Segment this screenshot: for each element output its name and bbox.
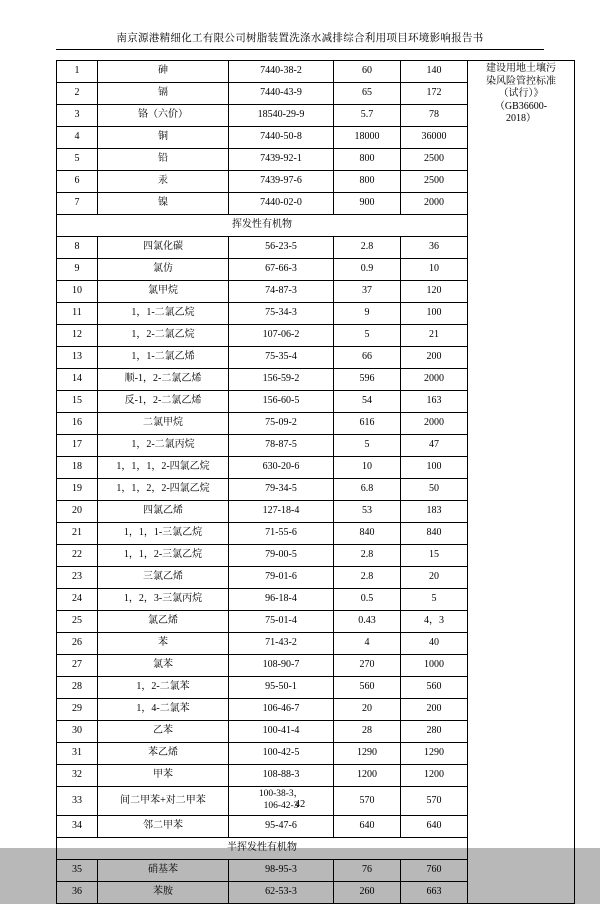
cell-value-first: 260 bbox=[334, 881, 401, 903]
cell-value-first: 54 bbox=[334, 391, 401, 413]
cell-name: 氯乙烯 bbox=[98, 611, 229, 633]
cell-index: 2 bbox=[57, 83, 98, 105]
cell-value-second: 1200 bbox=[401, 765, 468, 787]
cell-index: 28 bbox=[57, 677, 98, 699]
cell-value-first: 2.8 bbox=[334, 545, 401, 567]
group-label: 半挥发性有机物 bbox=[57, 837, 468, 859]
cell-cas: 108-88-3 bbox=[229, 765, 334, 787]
cell-value-second: 10 bbox=[401, 259, 468, 281]
cell-name: 氯甲烷 bbox=[98, 281, 229, 303]
cell-cas: 630-20-6 bbox=[229, 457, 334, 479]
cell-name: 顺-1，2-二氯乙烯 bbox=[98, 369, 229, 391]
cell-name: 1，1，2-三氯乙烷 bbox=[98, 545, 229, 567]
cell-value-first: 66 bbox=[334, 347, 401, 369]
cell-value-second: 640 bbox=[401, 815, 468, 837]
cell-value-second: 100 bbox=[401, 457, 468, 479]
cell-value-second: 163 bbox=[401, 391, 468, 413]
cell-cas: 156-60-5 bbox=[229, 391, 334, 413]
cell-value-first: 560 bbox=[334, 677, 401, 699]
cell-index: 8 bbox=[57, 237, 98, 259]
cell-value-first: 616 bbox=[334, 413, 401, 435]
cell-value-first: 6.8 bbox=[334, 479, 401, 501]
cell-name: 邻二甲苯 bbox=[98, 815, 229, 837]
cell-cas: 7440-50-8 bbox=[229, 127, 334, 149]
cell-index: 30 bbox=[57, 721, 98, 743]
cell-value-second: 36 bbox=[401, 237, 468, 259]
cell-name: 硝基苯 bbox=[98, 859, 229, 881]
cell-index: 18 bbox=[57, 457, 98, 479]
cell-name: 反-1，2-二氯乙烯 bbox=[98, 391, 229, 413]
cell-index: 27 bbox=[57, 655, 98, 677]
cell-value-second: 560 bbox=[401, 677, 468, 699]
cell-cas: 56-23-5 bbox=[229, 237, 334, 259]
cell-value-second: 1290 bbox=[401, 743, 468, 765]
cell-value-first: 9 bbox=[334, 303, 401, 325]
cell-value-second: 4，3 bbox=[401, 611, 468, 633]
cell-value-second: 2000 bbox=[401, 193, 468, 215]
cell-name: 1，1，1-三氯乙烷 bbox=[98, 523, 229, 545]
cell-cas: 18540-29-9 bbox=[229, 105, 334, 127]
cell-cas: 100-38-3， 106-42-3 bbox=[229, 787, 334, 816]
cell-cas: 71-55-6 bbox=[229, 523, 334, 545]
cell-index: 13 bbox=[57, 347, 98, 369]
cell-value-second: 120 bbox=[401, 281, 468, 303]
cell-value-second: 15 bbox=[401, 545, 468, 567]
standard-reference-text: 建设用地土壤污 染风险管控标准 （试行）》 （GB36600- 2018） bbox=[486, 63, 556, 124]
cell-index: 24 bbox=[57, 589, 98, 611]
pollutant-limits-table bbox=[56, 60, 575, 904]
cell-value-first: 60 bbox=[334, 61, 401, 83]
cell-value-second: 50 bbox=[401, 479, 468, 501]
cell-value-second: 280 bbox=[401, 721, 468, 743]
cell-name: 二氯甲烷 bbox=[98, 413, 229, 435]
cell-cas: 7440-38-2 bbox=[229, 61, 334, 83]
cell-name: 1，1-二氯乙烷 bbox=[98, 303, 229, 325]
cell-value-first: 65 bbox=[334, 83, 401, 105]
cell-value-first: 5 bbox=[334, 325, 401, 347]
cell-name: 镉 bbox=[98, 83, 229, 105]
cell-cas: 106-46-7 bbox=[229, 699, 334, 721]
cell-name: 氯苯 bbox=[98, 655, 229, 677]
cell-name: 1，1，2，2-四氯乙烷 bbox=[98, 479, 229, 501]
cell-cas: 7440-02-0 bbox=[229, 193, 334, 215]
cell-index: 23 bbox=[57, 567, 98, 589]
cell-value-second: 172 bbox=[401, 83, 468, 105]
cell-value-first: 640 bbox=[334, 815, 401, 837]
cell-value-first: 2.8 bbox=[334, 567, 401, 589]
cell-name: 铜 bbox=[98, 127, 229, 149]
cell-value-second: 140 bbox=[401, 61, 468, 83]
standard-reference-cell bbox=[468, 61, 575, 904]
cell-index: 32 bbox=[57, 765, 98, 787]
cell-index: 16 bbox=[57, 413, 98, 435]
cell-value-first: 1200 bbox=[334, 765, 401, 787]
table-body bbox=[57, 61, 575, 904]
cell-index: 14 bbox=[57, 369, 98, 391]
cell-name: 1，2-二氯苯 bbox=[98, 677, 229, 699]
cell-value-second: 78 bbox=[401, 105, 468, 127]
cell-name: 1，2-二氯乙烷 bbox=[98, 325, 229, 347]
cell-cas: 7439-92-1 bbox=[229, 149, 334, 171]
cell-value-second: 2000 bbox=[401, 369, 468, 391]
cell-value-first: 0.5 bbox=[334, 589, 401, 611]
cell-name: 四氯化碳 bbox=[98, 237, 229, 259]
cell-cas: 96-18-4 bbox=[229, 589, 334, 611]
cell-index: 25 bbox=[57, 611, 98, 633]
cell-value-first: 800 bbox=[334, 171, 401, 193]
cell-value-second: 36000 bbox=[401, 127, 468, 149]
cell-cas: 107-06-2 bbox=[229, 325, 334, 347]
cell-name: 三氯乙烯 bbox=[98, 567, 229, 589]
page-content bbox=[56, 30, 556, 904]
cell-index: 11 bbox=[57, 303, 98, 325]
cell-index: 21 bbox=[57, 523, 98, 545]
cell-index: 34 bbox=[57, 815, 98, 837]
cell-name: 苯 bbox=[98, 633, 229, 655]
cell-value-first: 800 bbox=[334, 149, 401, 171]
cell-value-first: 596 bbox=[334, 369, 401, 391]
cell-cas: 67-66-3 bbox=[229, 259, 334, 281]
cell-cas: 95-47-6 bbox=[229, 815, 334, 837]
cell-value-second: 200 bbox=[401, 699, 468, 721]
cell-index: 6 bbox=[57, 171, 98, 193]
cell-cas: 127-18-4 bbox=[229, 501, 334, 523]
cell-cas: 7440-43-9 bbox=[229, 83, 334, 105]
cell-value-second: 100 bbox=[401, 303, 468, 325]
cell-value-second: 5 bbox=[401, 589, 468, 611]
cell-name: 甲苯 bbox=[98, 765, 229, 787]
cell-cas: 74-87-3 bbox=[229, 281, 334, 303]
cell-index: 15 bbox=[57, 391, 98, 413]
cell-index: 12 bbox=[57, 325, 98, 347]
cell-value-second: 2500 bbox=[401, 171, 468, 193]
cell-index: 5 bbox=[57, 149, 98, 171]
cell-value-first: 840 bbox=[334, 523, 401, 545]
cell-value-first: 28 bbox=[334, 721, 401, 743]
cell-index: 29 bbox=[57, 699, 98, 721]
cell-value-second: 2000 bbox=[401, 413, 468, 435]
cell-name: 1，2-二氯丙烷 bbox=[98, 435, 229, 457]
cell-value-first: 270 bbox=[334, 655, 401, 677]
cell-value-second: 840 bbox=[401, 523, 468, 545]
cell-name: 1，2，3-三氯丙烷 bbox=[98, 589, 229, 611]
cell-name: 间二甲苯+对二甲苯 bbox=[98, 787, 229, 816]
cell-index: 3 bbox=[57, 105, 98, 127]
cell-value-second: 47 bbox=[401, 435, 468, 457]
cell-cas: 75-34-3 bbox=[229, 303, 334, 325]
cell-name: 苯胺 bbox=[98, 881, 229, 903]
cell-value-first: 2.8 bbox=[334, 237, 401, 259]
cell-index: 20 bbox=[57, 501, 98, 523]
cell-cas: 75-01-4 bbox=[229, 611, 334, 633]
cell-value-first: 76 bbox=[334, 859, 401, 881]
cell-name: 镍 bbox=[98, 193, 229, 215]
cell-cas: 98-95-3 bbox=[229, 859, 334, 881]
cell-value-first: 18000 bbox=[334, 127, 401, 149]
cell-index: 31 bbox=[57, 743, 98, 765]
cell-cas: 95-50-1 bbox=[229, 677, 334, 699]
cell-value-second: 1000 bbox=[401, 655, 468, 677]
cell-name: 氯仿 bbox=[98, 259, 229, 281]
cell-cas: 78-87-5 bbox=[229, 435, 334, 457]
cell-value-second: 663 bbox=[401, 881, 468, 903]
cell-cas: 7439-97-6 bbox=[229, 171, 334, 193]
cell-value-first: 0.9 bbox=[334, 259, 401, 281]
cell-cas: 75-09-2 bbox=[229, 413, 334, 435]
table-row bbox=[57, 61, 575, 83]
cell-cas: 100-41-4 bbox=[229, 721, 334, 743]
cell-value-second: 21 bbox=[401, 325, 468, 347]
cell-index: 7 bbox=[57, 193, 98, 215]
cell-value-first: 900 bbox=[334, 193, 401, 215]
cell-cas: 79-00-5 bbox=[229, 545, 334, 567]
cell-value-second: 183 bbox=[401, 501, 468, 523]
cell-cas: 71-43-2 bbox=[229, 633, 334, 655]
cell-index: 1 bbox=[57, 61, 98, 83]
cell-cas: 62-53-3 bbox=[229, 881, 334, 903]
cell-value-first: 1290 bbox=[334, 743, 401, 765]
cell-index: 26 bbox=[57, 633, 98, 655]
cell-value-second: 760 bbox=[401, 859, 468, 881]
cell-name: 汞 bbox=[98, 171, 229, 193]
cell-index: 17 bbox=[57, 435, 98, 457]
cell-cas: 156-59-2 bbox=[229, 369, 334, 391]
cell-name: 乙苯 bbox=[98, 721, 229, 743]
cell-index: 22 bbox=[57, 545, 98, 567]
cell-cas: 75-35-4 bbox=[229, 347, 334, 369]
page-footer: 42 bbox=[294, 799, 306, 810]
cell-value-first: 10 bbox=[334, 457, 401, 479]
cell-name: 四氯乙烯 bbox=[98, 501, 229, 523]
cell-value-first: 0.43 bbox=[334, 611, 401, 633]
cell-name: 1，1-二氯乙烯 bbox=[98, 347, 229, 369]
cell-value-first: 37 bbox=[334, 281, 401, 303]
cell-index: 36 bbox=[57, 881, 98, 903]
cell-value-first: 5.7 bbox=[334, 105, 401, 127]
cell-index: 10 bbox=[57, 281, 98, 303]
cell-index: 19 bbox=[57, 479, 98, 501]
cell-cas: 79-01-6 bbox=[229, 567, 334, 589]
cell-name: 1，4-二氯苯 bbox=[98, 699, 229, 721]
cell-name: 铅 bbox=[98, 149, 229, 171]
cell-value-second: 20 bbox=[401, 567, 468, 589]
cell-cas: 108-90-7 bbox=[229, 655, 334, 677]
cell-value-first: 570 bbox=[334, 787, 401, 816]
cell-value-second: 570 bbox=[401, 787, 468, 816]
cell-value-first: 5 bbox=[334, 435, 401, 457]
cell-name: 苯乙烯 bbox=[98, 743, 229, 765]
cell-index: 9 bbox=[57, 259, 98, 281]
cell-name: 1，1，1，2-四氯乙烷 bbox=[98, 457, 229, 479]
cell-value-first: 4 bbox=[334, 633, 401, 655]
cell-value-first: 20 bbox=[334, 699, 401, 721]
cell-name: 铬（六价） bbox=[98, 105, 229, 127]
cell-value-second: 2500 bbox=[401, 149, 468, 171]
group-label: 挥发性有机物 bbox=[57, 215, 468, 237]
cell-cas: 79-34-5 bbox=[229, 479, 334, 501]
cell-index: 35 bbox=[57, 859, 98, 881]
header-divider bbox=[56, 49, 544, 50]
cell-name: 砷 bbox=[98, 61, 229, 83]
cell-index: 33 bbox=[57, 787, 98, 816]
page-header: 南京源港精细化工有限公司树脂装置洗涤水减排综合利用项目环境影响报告书 bbox=[116, 33, 484, 44]
cell-cas: 100-42-5 bbox=[229, 743, 334, 765]
cell-index: 4 bbox=[57, 127, 98, 149]
cell-value-first: 53 bbox=[334, 501, 401, 523]
cell-value-second: 200 bbox=[401, 347, 468, 369]
cell-value-second: 40 bbox=[401, 633, 468, 655]
